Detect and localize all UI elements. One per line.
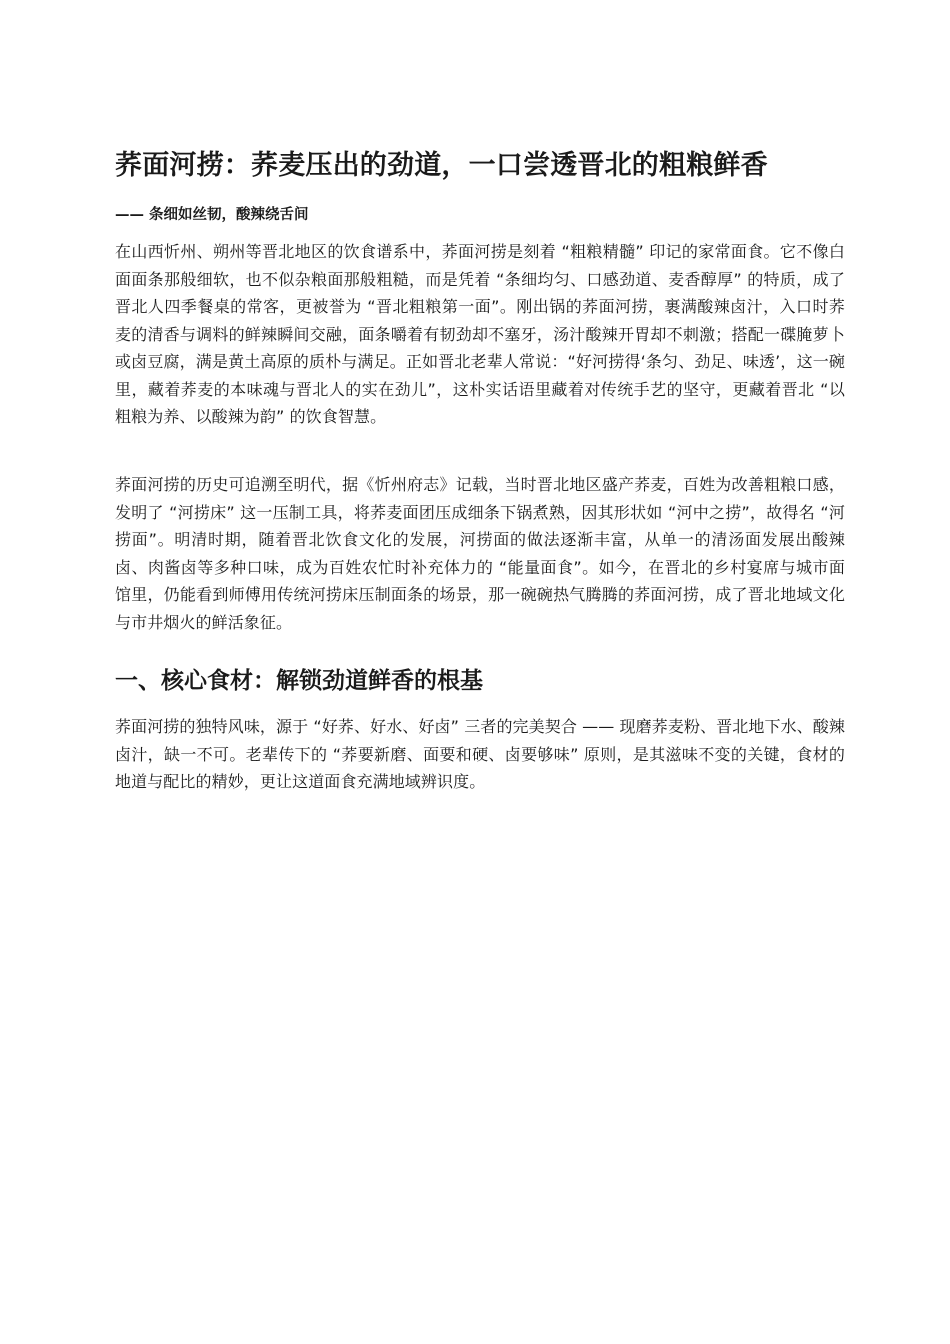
document-subtitle: —— 条细如丝韧，酸辣绕舌间 — [115, 207, 309, 223]
intro-paragraph: 在山西忻州、朔州等晋北地区的饮食谱系中，荞面河捞是刻着 “粗粮精髓” 印记的家常面食。它不像白面面条那般细软，也不似杂粮面那般粗糙，而是凭着 “条细均匀、口感劲道、麦香醇厚” 的特质，成了晋北人四季餐桌的常客，更被誉为 “晋北粗粮第一面”。刚出锅的荞面河捞，裹满酸辣卤汁，入口时荞麦的清香与调料的鲜辣瞬间交融，面条嚼着有韧劲却不塞牙，汤汁酸辣开胃却不刺激；搭配一碟腌萝卜或卤豆腐，满是黄土高原的质朴与满足。正如晋北老辈人常说：“好河捞得‘条匀、劲足、味透’，这一碗里，藏着荞麦的本味魂与晋北人的实在劲儿”，这朴实话语里藏着对传统手艺的坚守，更藏着晋北 “以粗粮为养、以酸辣为韵” 的饮食智慧。 — [115, 242, 845, 426]
history-paragraph: 荞面河捞的历史可追溯至明代，据《忻州府志》记载，当时晋北地区盛产荞麦，百姓为改善粗粮口感，发明了 “河捞床” 这一压制工具，将荞麦面团压成细条下锅煮熟，因其形状如 “河中之捞”，故得名 “河捞面”。明清时期，随着晋北饮食文化的发展，河捞面的做法逐渐丰富，从单一的清汤面发展出酸辣卤、肉酱卤等多种口味，成为百姓农忙时补充体力的 “能量面食”。如今，在晋北的乡村宴席与城市面馆里，仍能看到师傅用传统河捞床压制面条的场景，那一碗碗热气腾腾的荞面河捞，成了晋北地域文化与市井烟火的鲜活象征。 — [115, 475, 845, 632]
section-heading: 一、核心食材：解锁劲道鲜香的根基 — [115, 668, 483, 694]
document-title: 荞面河捞：荞麦压出的劲道，一口尝透晋北的粗粮鲜香 — [115, 150, 768, 181]
section-paragraph: 荞面河捞的独特风味，源于 “好荞、好水、好卤” 三者的完美契合 —— 现磨荞麦粉、晋北地下水、酸辣卤汁，缺一不可。老辈传下的 “荞要新磨、面要和硬、卤要够味” 原则，是其滋味不变的关键，食材的地道与配比的精妙，更让这道面食充满地域辨识度。 — [115, 717, 845, 791]
